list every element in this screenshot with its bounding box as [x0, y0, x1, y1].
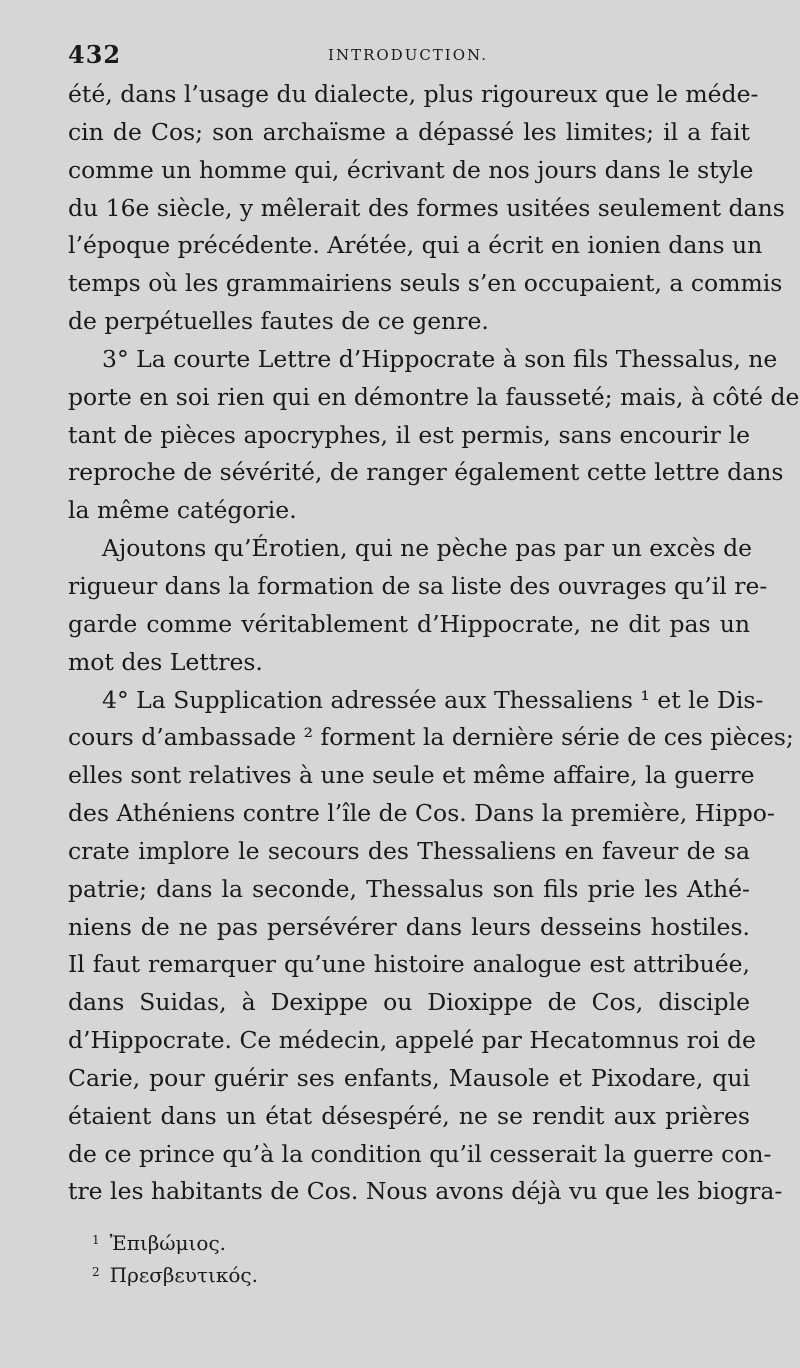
text-line: elles sont relatives à une seule et même affaire, la guerre	[68, 761, 755, 790]
text-line: de perpétuelles fautes de ce genre.	[68, 307, 489, 336]
running-title: INTRODUCTION.	[328, 46, 488, 64]
footnote	[92, 1224, 492, 1256]
text-line: cours d’ambassade ² forment la dernière série de ces pièces;	[68, 723, 794, 752]
text-line: tant de pièces apocryphes, il est permis, sans encourir le	[68, 420, 750, 449]
text-line: été, dans l’usage du dialecte, plus rigoureux que le méde-	[68, 80, 759, 108]
text-line: comme un homme qui, écrivant de nos jours dans le style	[68, 155, 754, 184]
text-line: rigueur dans la formation de sa liste des ouvrages qu’il re-	[68, 571, 768, 600]
text-line: cin de Cos; son archaïsme a dépassé les limites; il a fait	[68, 117, 750, 146]
text-line: de ce prince qu’à la condition qu’il cesserait la guerre con-	[68, 1139, 772, 1168]
text-line: porte en soi rien qui en démontre la fausseté; mais, à côté de	[68, 382, 800, 411]
text-line: des Athéniens contre l’île de Cos. Dans la première, Hippo-	[68, 799, 775, 828]
text-line: patrie; dans la seconde, Thessalus son fils prie les Athé-	[68, 874, 750, 903]
text-line: dans Suidas, à Dexippe ou Dioxippe de Cos, disciple	[68, 988, 750, 1017]
text-line: d’Hippocrate. Ce médecin, appelé par Hecatomnus roi de	[68, 1026, 756, 1055]
footnotes	[92, 1224, 492, 1288]
footnote-mark: 1	[92, 1233, 100, 1247]
text-line: garde comme véritablement d’Hippocrate, ne dit pas un	[68, 609, 750, 638]
text-line: crate implore le secours des Thessaliens en faveur de sa	[68, 836, 750, 865]
text-line: Ajoutons qu’Érotien, qui ne pèche pas par un excès de	[102, 534, 753, 563]
footnote-text: Ἐπιβώμιος.	[109, 1231, 226, 1255]
body-text	[68, 76, 800, 1211]
text-line: Il faut remarquer qu’une histoire analogue est attribuée,	[68, 950, 750, 979]
text-line: niens de ne pas persévérer dans leurs desseins hostiles.	[68, 912, 750, 941]
page-header	[68, 40, 748, 74]
text-line: la même catégorie.	[68, 496, 297, 525]
text-line: Carie, pour guérir ses enfants, Mausole et Pixodare, qui	[68, 1063, 750, 1092]
text-line: mot des Lettres.	[68, 647, 263, 676]
text-line: étaient dans un état désespéré, ne se rendit aux prières	[68, 1101, 750, 1130]
page-number: 432	[68, 40, 122, 69]
footnote-mark: 2	[92, 1265, 100, 1279]
footnote-text: Πρεσβευτικός.	[109, 1263, 258, 1287]
footnote	[92, 1256, 492, 1288]
text-line: reproche de sévérité, de ranger également cette lettre dans	[68, 458, 784, 487]
text-line: 3° La courte Lettre d’Hippocrate à son fils Thessalus, ne	[102, 344, 778, 373]
text-line: tre les habitants de Cos. Nous avons déjà vu que les biogra-	[68, 1177, 783, 1206]
text-line: temps où les grammairiens seuls s’en occupaient, a commis	[68, 269, 783, 298]
text-line: du 16e siècle, y mêlerait des formes usitées seulement dans	[68, 193, 785, 222]
text-line: l’époque précédente. Arétée, qui a écrit en ionien dans un	[68, 231, 763, 260]
text-line: 4° La Supplication adressée aux Thessaliens ¹ et le Dis-	[102, 685, 764, 714]
